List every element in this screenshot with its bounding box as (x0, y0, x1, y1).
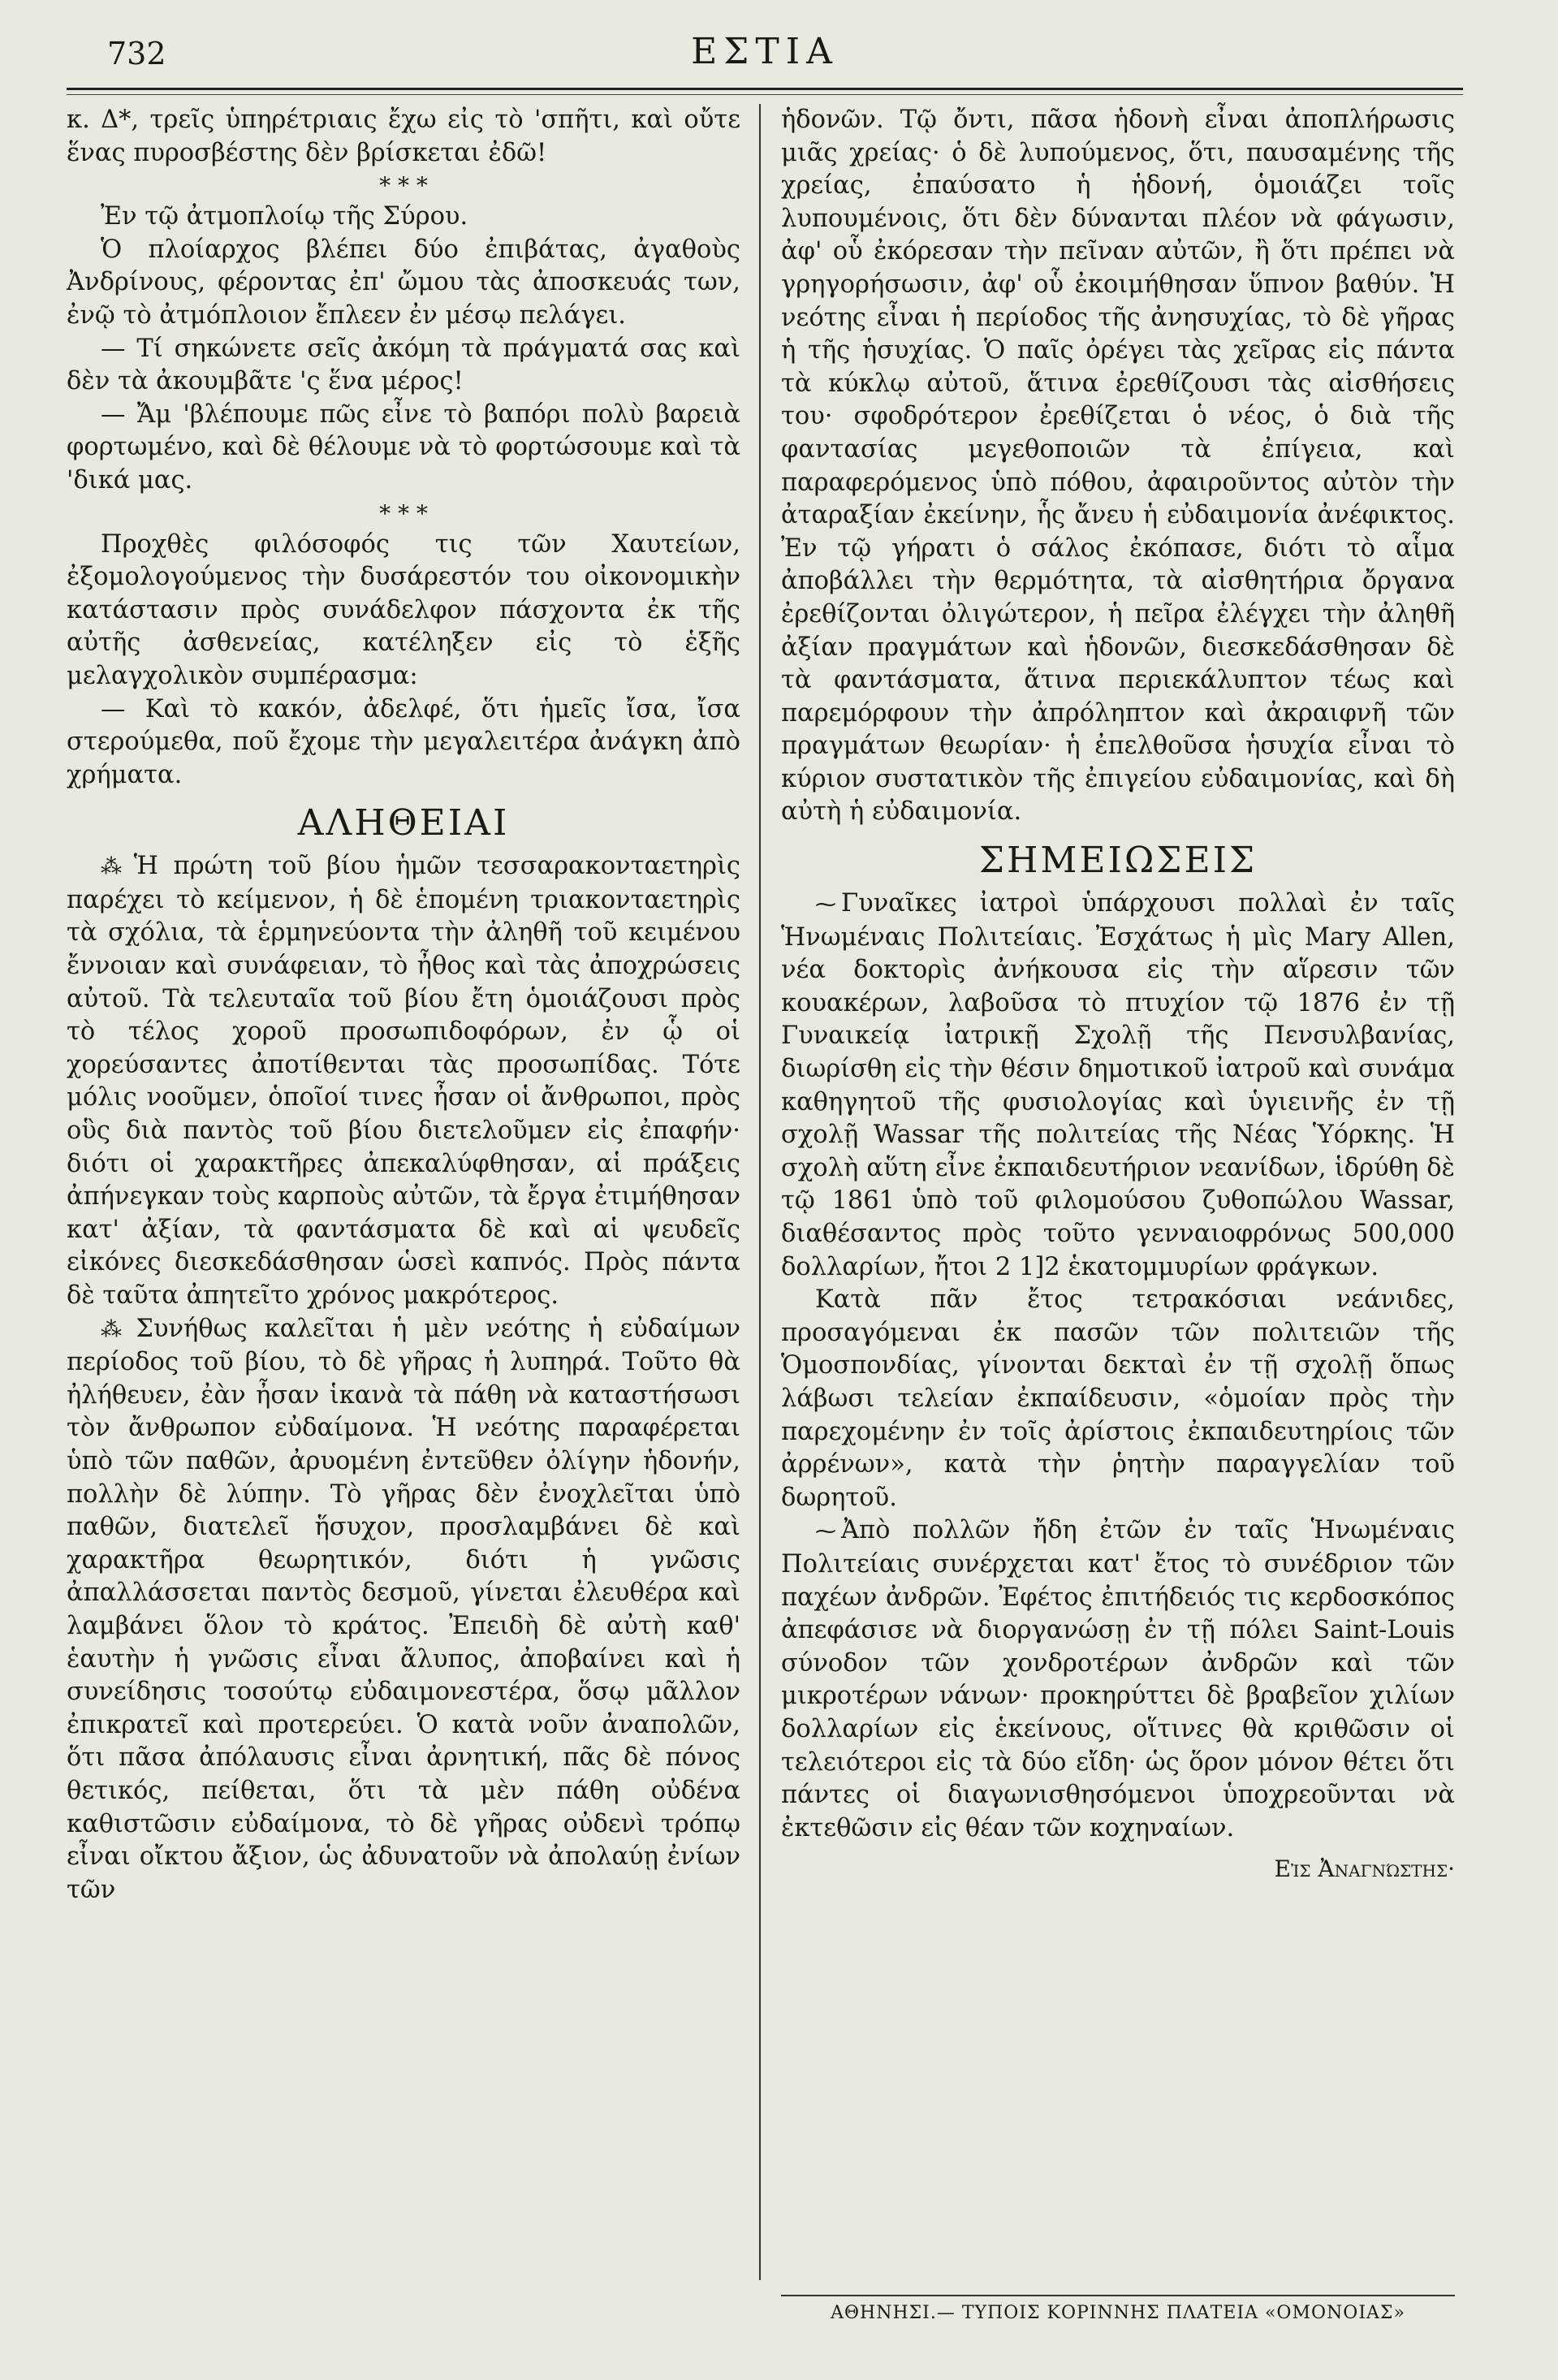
anecdote-philosopher-line: — Καὶ τὸ κακόν, ἀδελφέ, ὅτι ἡμεῖς ἴσα, ἴσα στερούμεθα, ποῦ ἔχομε τὴν μεγαλειτέρα ἀνάγκη ἀπὸ χρήματα. (67, 694, 740, 789)
asterism: * * * (379, 499, 428, 527)
note-paragraph: Κατὰ πᾶν ἔτος τετρακόσιαι νεάνιδες, προσαγόμεναι ἐκ πασῶν τῶν πολιτειῶν τῆς Ὁμοσπονδίας, γίνονται δεκταὶ ἐν τῇ σχολῇ ὅπως λάβωσι τελείαν ἐκπαίδευσιν, «ὁμοίαν πρὸς τὴν παρεχομένην ἐν τοῖς ἀρίστοις ἐκπαιδευτηρίοις τῶν ἀρρένων», κατὰ τὴν ῥητὴν παραγγελίαν τοῦ δωρητοῦ. (781, 1285, 1455, 1512)
truth-continuation: ἡδονῶν. Τῷ ὄντι, πᾶσα ἡδονὴ εἶναι ἀποπλήρωσις μιᾶς χρείας· ὁ δὲ λυπούμενος, ὅτι, παυσαμένης τῆς χρείας, ἐπαύσατο ἡ ἡδονή, ὁμοιάζει τοῖς λυπουμένοις, ὅτι δὲν δύνανται πλέον νὰ φάγωσιν, ἀφ' οὗ ἐκόρεσαν τὴν πεῖναν αὐτῶν, ἢ ὅτι πρέπει νὰ γρηγορήσωσιν, ἀφ' οὗ ἐκοιμήθησαν ὕπνον βαθύν. Ἡ νεότης εἶναι ἡ περίοδος τῆς ἀνησυχίας, τὸ δὲ γῆρας ἡ τῆς ἡσυχίας. Ὁ παῖς ὀρέγει τὰς χεῖρας εἰς πάντα τὰ κύκλῳ αὐτοῦ, ἅτινα ἐρεθίζουσι τὰς αἰσθήσεις του· σφοδρότερον ἐρεθίζεται ὁ νέος, ὁ διὰ τῆς φαντασίας μεγεθοποιῶν τὰ ἐπίγεια, καὶ παραφερόμενος ὑπὸ πόθου, ἀφαιροῦντος αὐτὸν τὴν ἀταραξίαν ἐκείνην, ἧς ἄνευ ἡ εὐδαιμονία ἀνέφικτος. Ἐν τῷ γήρατι ὁ σάλος ἐκόπασε, διότι τὸ αἷμα ἀποβάλλει τὴν θερμότητα, τὰ αἰσθητήρια ὄργανα ἐρεθίζονται ὀλιγώτερον, ἡ πεῖρα ἐλέγχει τὴν ἀληθῆ ἀξίαν πραγμάτων καὶ ἡδονῶν, διεσκεδάσθησαν δὲ τὰ φαντάσματα, ἅτινα περιεκάλυπτον τέως καὶ παρεμόρφουν τὴν ἀπρόληπτον καὶ ἀκραιφνῆ τῶν πραγμάτων θεωρίαν· ἡ ἐπελθοῦσα ἡσυχία εἶναι τὸ κύριον συστατικὸν τῆς ἐπιγείου εὐδαιμονίας, καὶ δὴ αὐτὴ ἡ εὐδαιμονία. (781, 106, 1455, 827)
note-paragraph: ⁓ Ἀπὸ πολλῶν ἤδη ἐτῶν ἐν ταῖς Ἡνωμέναις Πολιτείαις συνέρχεται κατ' ἔτος τὸ συνέδριον τῶν παχέων ἀνδρῶν. Ἐφέτος ἐπιτήδειός τις κερδοσκόπος ἀπεφάσισε νὰ διοργανώσῃ ἐν τῇ πόλει Saint-Louis σύνοδον τῶν χονδροτέρων ἀνδρῶν καὶ τῶν μικροτέρων νάνων· προκηρύττει δὲ βραβεῖον χιλίων δολλαρίων εἰς ἑκείνους, οἵτινες θὰ κριθῶσιν οἱ τελειότεροι εἰς τὰ δύο εἴδη· ὡς ὅρον μόνον θέτει ὅτι πάντες οἱ διαγωνισθησόμενοι ὑποχρεοῦνται νὰ ἐκτεθῶσιν εἰς θέαν τῶν κοχηναίων. (781, 1516, 1455, 1842)
signature: Εἰς Ἀναγνώστης· (1274, 1855, 1455, 1883)
note-paragraph: ⁓ Γυναῖκες ἰατροὶ ὑπάρχουσι πολλαὶ ἐν ταῖς Ἡνωμέναις Πολιτείαις. Ἐσχάτως ἡ μὶς Mary Allen, νέα δοκτορὶς ἀνήκουσα εἰς τὴν αἵρεσιν τῶν κουακέρων, λαβοῦσα τὸ πτυχίον τῷ 1876 ἐν τῇ Γυναικείᾳ ἰατρικῇ Σχολῇ τῆς Πενσυλβανίας, διωρίσθη εἰς τὴν θέσιν δημοτικοῦ ἰατροῦ καὶ συνάμα καθηγητοῦ τῆς φυσιολογίας καὶ ὑγιεινῆς ἐν τῇ σχολῇ Wassar τῆς πολιτείας τῆς Νέας Ὑόρκης. Ἡ σχολὴ αὕτη εἶνε ἐκπαιδευτήριον νεανίδων, ἱδρύθη δὲ τῷ 1861 ὑπὸ τοῦ φιλομούσου ζυθοπώλου Wassar, διαθέσαντος πρὸς τοῦτο γενναιοφρόνως 500,000 δολλαρίων, ἤτοι 2 1]2 ἑκατομμυρίων φράγκων. (781, 889, 1455, 1281)
note-paragraph-text: Γυναῖκες ἰατροὶ ὑπάρχουσι πολλαὶ ἐν ταῖς Ἡνωμέναις Πολιτείαις. Ἐσχάτως ἡ μὶς Mary Allen, νέα δοκτορὶς ἀνήκουσα εἰς τὴν αἵρεσιν τῶν κουακέρων, λαβοῦσα τὸ πτυχίον τῷ 1876 ἐν τῇ Γυναικείᾳ ἰατρικῇ Σχολῇ τῆς Πενσυλβανίας, διωρίσθη εἰς τὴν θέσιν δημοτικοῦ ἰατροῦ καὶ συνάμα καθηγητοῦ τῆς φυσιολογίας καὶ ὑγιεινῆς ἐν τῇ σχολῇ Wassar τῆς πολιτείας τῆς Νέας Ὑόρκης. Ἡ σχολὴ αὕτη εἶνε ἐκπαιδευτήριον νεανίδων, ἱδρύθη δὲ τῷ 1861 ὑπὸ τοῦ φιλομούσου ζυθοπώλου Wassar, διαθέσαντος πρὸς τοῦτο γενναιοφρόνως 500,000 δολλαρίων, ἤτοι 2 1]2 ἑκατομμυρίων φράγκων. (781, 889, 1455, 1281)
anecdote-philosopher-line: Προχθὲς φιλόσοφός τις τῶν Χαυτείων, ἐξομολογούμενος τὴν δυσάρεστόν του οἰκονομικὴν κατάστασιν πρὸς συνάδελφον πάσχοντα ἐκ τῆς αὐτῆς ἀσθενείας, κατέληξεν εἰς τὸ ἑξῆς μελαγχολικὸν συμπέρασμα: (67, 529, 740, 690)
asterism: * * * (379, 172, 428, 200)
note-paragraph-text: Ἀπὸ πολλῶν ἤδη ἐτῶν ἐν ταῖς Ἡνωμέναις Πολιτείαις συνέρχεται κατ' ἔτος τὸ συνέδριον τῶν παχέων ἀνδρῶν. Ἐφέτος ἐπιτήδειός τις κερδοσκόπος ἀπεφάσισε νὰ διοργανώσῃ ἐν τῇ πόλει Saint-Louis σύνοδον τῶν χονδροτέρων ἀνδρῶν καὶ τῶν μικροτέρων νάνων· προκηρύττει δὲ βραβεῖον χιλίων δολλαρίων εἰς ἑκείνους, οἵτινες θὰ κριθῶσιν οἱ τελειότεροι εἰς τὰ δύο εἴδη· ὡς ὅρον μόνον θέτει ὅτι πάντες οἱ διαγωνισθησόμενοι ὑποχρεοῦνται νὰ ἐκτεθῶσιν εἰς θέαν τῶν κοχηναίων. (781, 1516, 1455, 1842)
right-column (781, 104, 1455, 1886)
section-heading-notes: ΣΗΜΕΙΩΣΕΙΣ (978, 840, 1258, 882)
anecdote-syros-line: Ὁ πλοίαρχος βλέπει δύο ἐπιβάτας, ἀγαθοὺς Ἀνδρίνους, φέροντας ἐπ' ὤμου τὰς ἀποσκευάς των, ἐνῷ τὸ ἀτμόπλοιον ἔπλεεν ἐν μέσῳ πελάγει. (67, 235, 740, 330)
section-heading-truths: ΑΛΗΘΕΙΑΙ (297, 802, 510, 844)
printer-imprint: ΑΘΗΝΗΣΙ.— ΤΥΠΟΙΣ ΚΟΡΙΝΝΗΣ ΠΛΑΤΕΙΑ «ΟΜΟΝΟΙΑΣ» (781, 2295, 1455, 2323)
anecdote-syros-line: — Τί σηκώνετε σεῖς ἀκόμη τὰ πράγματά σας καὶ δὲν τὰ ἀκουμβᾶτε 'ς ἕνα μέρος! (67, 334, 740, 396)
header-rule-thin (67, 94, 1463, 95)
page-number: 732 (107, 36, 166, 71)
intro-paragraph: κ. Δ*, τρεῖς ὑπηρέτριαις ἔχω εἰς τὸ 'σπῆτι, καὶ οὔτε ἕνας πυροσβέστης δὲν βρίσκεται ἐδῶ! (67, 106, 740, 167)
anecdote-syros-line: — Ἄμ 'βλέπουμε πῶς εἶνε τὸ βαπόρι πολὺ βαρειὰ φορτωμένο, καὶ δὲ θέλουμε νὰ τὸ φορτώσουμε καὶ τὰ 'δικά μας. (67, 400, 740, 495)
header-rule (67, 88, 1463, 90)
left-column (67, 104, 740, 1907)
truth-paragraph-text: Ἡ πρώτη τοῦ βίου ἡμῶν τεσσαρακονταετηρὶς παρέχει τὸ κείμενον, ἡ δὲ ἑπομένη τριακονταετηρὶς τὰ σχόλια, τὰ ἑρμηνεύοντα τὴν ἀληθῆ τοῦ κειμένου ἔννοιαν καὶ συνάφειαν, τὸ ἦθος καὶ τὰς ἀποχρώσεις αὐτοῦ. Τὰ τελευταῖα τοῦ βίου ἔτη ὁμοιάζουσι πρὸς τὸ τέλος χοροῦ προσωπιδοφόρων, ἐν ᾧ οἱ χορεύσαντες ἀποτίθενται τὰς προσωπίδας. Τότε μόλις νοοῦμεν, ὁποῖοί τινες ἦσαν οἱ ἄνθρωποι, πρὸς οὓς διὰ παντὸς τοῦ βίου διετελοῦμεν εἰς ἐπαφήν· διότι οἱ χαρακτῆρες ἀπεκαλύφθησαν, αἱ πράξεις ἀπήνεγκαν τοὺς καρποὺς αὐτῶν, τὰ ἔργα ἐτιμήθησαν κατ' ἀξίαν, τὰ φαντάσματα δὲ καὶ αἱ ψευδεῖς εἰκόνες διεσκεδάσθησαν ὡσεὶ καπνός. Πρὸς πάντα δὲ ταῦτα ἀπητεῖτο χρόνος μακρότερος. (67, 852, 740, 1310)
column-divider (759, 104, 761, 2280)
truth-paragraph: ⁂ Συνήθως καλεῖται ἡ μὲν νεότης ἡ εὐδαίμων περίοδος τοῦ βίου, τὸ δὲ γῆρας ἡ λυπηρά. Τοῦτο θὰ ἠλήθευεν, ἐὰν ἦσαν ἱκανὰ τὰ πάθη νὰ καταστήσωσι τὸν ἄνθρωπον εὐδαίμονα. Ἡ νεότης παραφέρεται ὑπὸ τῶν παθῶν, ἀρυομένη ἐντεῦθεν ὀλίγην ἡδονήν, πολλὴν δὲ λύπην. Τὸ γῆρας δὲν ἐνοχλεῖται ὑπὸ παθῶν, διατελεῖ ἥσυχον, προσλαμβάνει δὲ καὶ χαρακτῆρα θεωρητικόν, διότι ἡ γνῶσις ἀπαλλάσσεται παντὸς δεσμοῦ, γίνεται ἐλευθέρα καὶ λαμβάνει ὅλον τὸ κράτος. Ἐπειδὴ δὲ αὐτὴ καθ' ἑαυτὴν ἡ γνῶσις εἶναι ἄλυπος, ἀποβαίνει καὶ ἡ συνείδησις τοσούτῳ εὐδαιμονεστέρα, ὅσῳ μᾶλλον ἐπικρατεῖ καὶ προτερεύει. Ὁ κατὰ νοῦν ἀναπολῶν, ὅτι πᾶσα ἀπόλαυσις εἶναι ἀρνητική, πᾶς δὲ πόνος θετικός, πείθεται, ὅτι τὰ μὲν πάθη οὐδένα καθιστῶσιν εὐδαίμονα, τὸ δὲ γῆρας οὐδενὶ τρόπῳ εἶναι οἴκτου ἄξιον, ὡς ἀδυνατοῦν νὰ ἀπολαύῃ ἐνίων τῶν (67, 1314, 740, 1904)
truth-paragraph: ⁂ Ἡ πρώτη τοῦ βίου ἡμῶν τεσσαρακονταετηρὶς παρέχει τὸ κείμενον, ἡ δὲ ἑπομένη τριακονταετηρὶς τὰ σχόλια, τὰ ἑρμηνεύοντα τὴν ἀληθῆ τοῦ κειμένου ἔννοιαν καὶ συνάφειαν, τὸ ἦθος καὶ τὰς ἀποχρώσεις αὐτοῦ. Τὰ τελευταῖα τοῦ βίου ἔτη ὁμοιάζουσι πρὸς τὸ τέλος χοροῦ προσωπιδοφόρων, ἐν ᾧ οἱ χορεύσαντες ἀποτίθενται τὰς προσωπίδας. Τότε μόλις νοοῦμεν, ὁποῖοί τινες ἦσαν οἱ ἄνθρωποι, πρὸς οὓς διὰ παντὸς τοῦ βίου διετελοῦμεν εἰς ἐπαφήν· διότι οἱ χαρακτῆρες ἀπεκαλύφθησαν, αἱ πράξεις ἀπήνεγκαν τοὺς καρποὺς αὐτῶν, τὰ ἔργα ἐτιμήθησαν κατ' ἀξίαν, τὰ φαντάσματα δὲ καὶ αἱ ψευδεῖς εἰκόνες διεσκεδάσθησαν ὡσεὶ καπνός. Πρὸς πάντα δὲ ταῦτα ἀπητεῖτο χρόνος μακρότερος. (67, 852, 740, 1310)
page-header (67, 31, 1463, 80)
journal-title: ΕΣΤΙΑ (691, 31, 839, 72)
truth-paragraph-text: Συνήθως καλεῖται ἡ μὲν νεότης ἡ εὐδαίμων περίοδος τοῦ βίου, τὸ δὲ γῆρας ἡ λυπηρά. Τοῦτο θὰ ἠλήθευεν, ἐὰν ἦσαν ἱκανὰ τὰ πάθη νὰ καταστήσωσι τὸν ἄνθρωπον εὐδαίμονα. Ἡ νεότης παραφέρεται ὑπὸ τῶν παθῶν, ἀρυομένη ἐντεῦθεν ὀλίγην ἡδονήν, πολλὴν δὲ λύπην. Τὸ γῆρας δὲν ἐνοχλεῖται ὑπὸ παθῶν, διατελεῖ ἥσυχον, προσλαμβάνει δὲ καὶ χαρακτῆρα θεωρητικόν, διότι ἡ γνῶσις ἀπαλλάσσεται παντὸς δεσμοῦ, γίνεται ἐλευθέρα καὶ λαμβάνει ὅλον τὸ κράτος. Ἐπειδὴ δὲ αὐτὴ καθ' ἑαυτὴν ἡ γνῶσις εἶναι ἄλυπος, ἀποβαίνει καὶ ἡ συνείδησις τοσούτῳ εὐδαιμονεστέρα, ὅσῳ μᾶλλον ἐπικρατεῖ καὶ προτερεύει. Ὁ κατὰ νοῦν ἀναπολῶν, ὅτι πᾶσα ἀπόλαυσις εἶναι ἀρνητική, πᾶς δὲ πόνος θετικός, πείθεται, ὅτι τὰ μὲν πάθη οὐδένα καθιστῶσιν εὐδαίμονα, τὸ δὲ γῆρας οὐδενὶ τρόπῳ εἶναι οἴκτου ἄξιον, ὡς ἀδυνατοῦν νὰ ἀπολαύῃ ἐνίων τῶν (67, 1314, 740, 1904)
anecdote-syros-line: Ἐν τῷ ἀτμοπλοίῳ τῆς Σύρου. (101, 202, 468, 231)
